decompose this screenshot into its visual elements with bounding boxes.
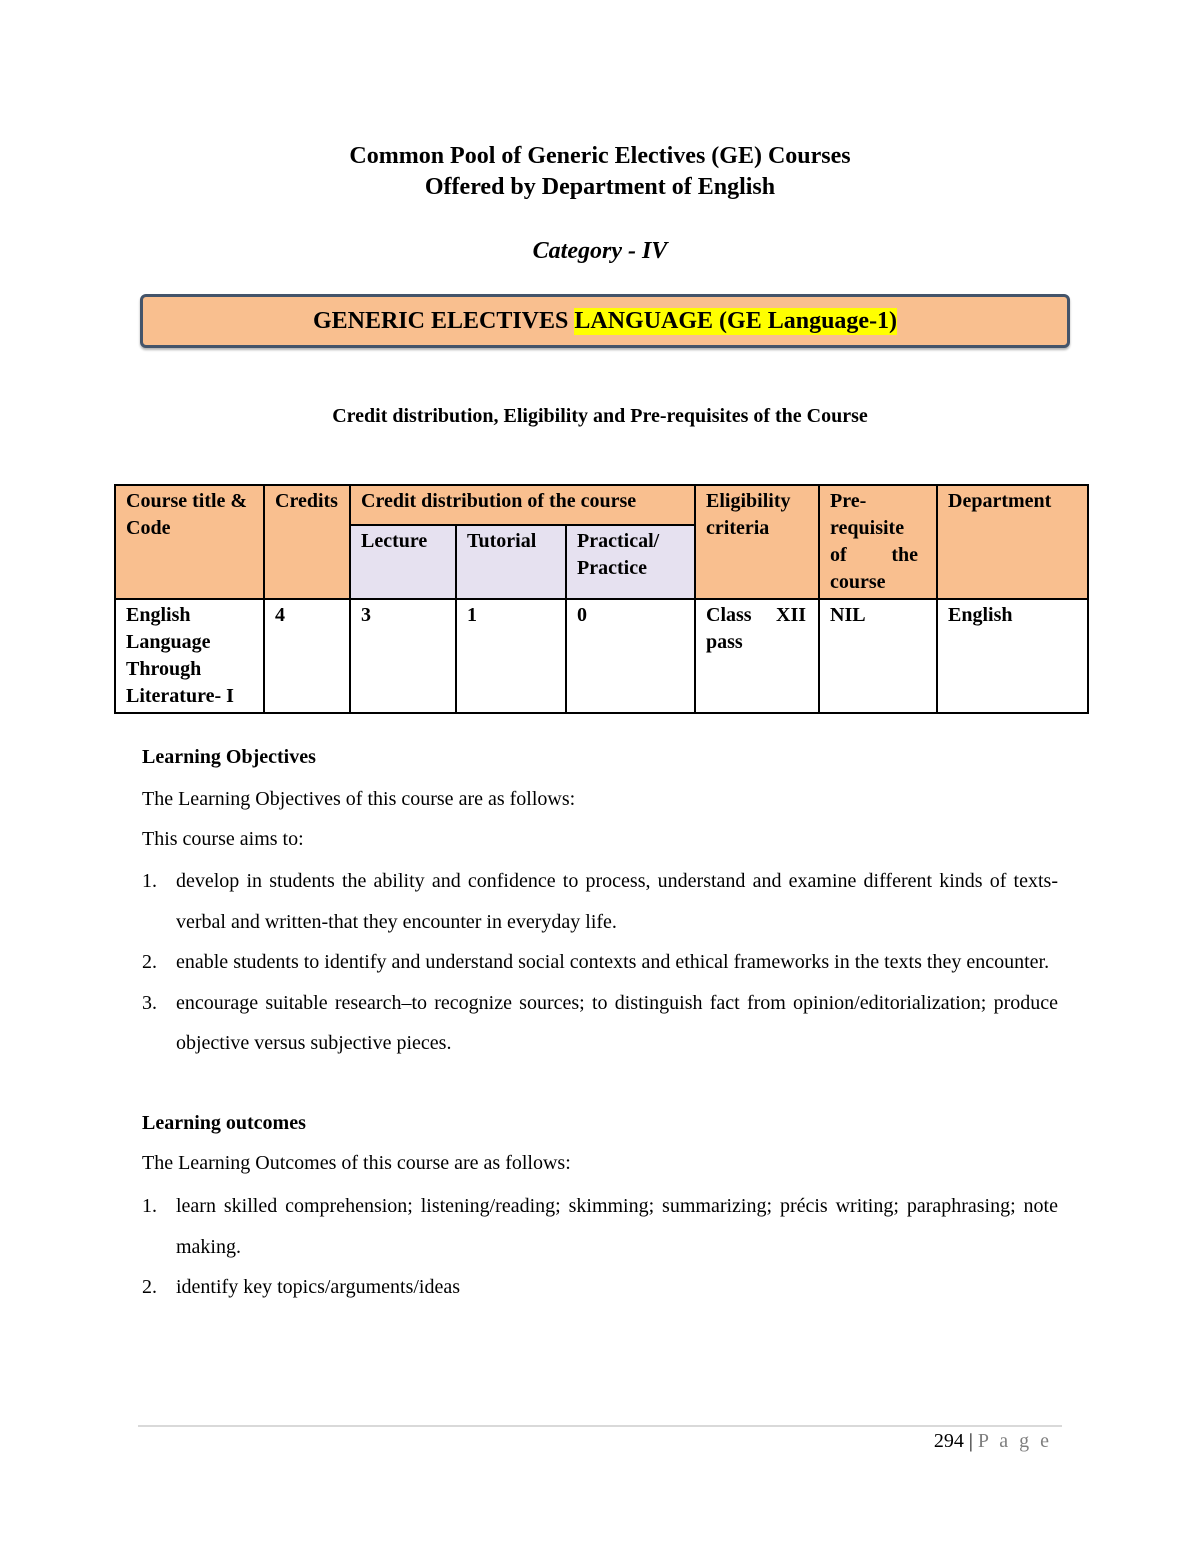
generic-electives-banner: [140, 294, 1070, 348]
table-row: [115, 599, 1088, 713]
header-eligibility: Eligibility criteria: [695, 485, 819, 599]
header-credits: Credits: [264, 485, 350, 599]
header-practical: Practical/ Practice: [566, 525, 695, 599]
learning-outcomes-list: [142, 1186, 1058, 1308]
credit-distribution-table: [114, 484, 1089, 714]
cell-eligibility: Class XII pass: [695, 599, 819, 713]
page-label: P a g e: [977, 1430, 1052, 1452]
header-department: Department: [937, 485, 1088, 599]
banner-highlighted-text: LANGUAGE (GE Language-1): [574, 307, 898, 334]
learning-objectives-heading: Learning Objectives: [142, 746, 316, 768]
cell-course-title: English Language Through Literature- I: [115, 599, 264, 713]
page-footer: [934, 1430, 1052, 1453]
header-lecture: Lecture: [350, 525, 456, 599]
header-prerequisite: Pre-requisite of the course: [819, 485, 937, 599]
page-separator: |: [968, 1430, 973, 1452]
header-tutorial: Tutorial: [456, 525, 566, 599]
header-course-title: Course title & Code: [115, 485, 264, 599]
cell-credits: 4: [264, 599, 350, 713]
banner-text: GENERIC ELECTIVES: [312, 307, 569, 334]
category-label: Category - IV: [532, 238, 668, 264]
cell-department: English: [937, 599, 1088, 713]
credit-section-heading: Credit distribution, Eligibility and Pre-requisites of the Course: [332, 405, 868, 427]
list-item: 2. identify key topics/arguments/ideas: [142, 1276, 461, 1298]
page-number: 294: [933, 1430, 964, 1452]
learning-outcomes-intro: The Learning Outcomes of this course are as follows:: [142, 1152, 571, 1174]
learning-objectives-aims: This course aims to:: [142, 828, 304, 850]
document-title-line2: Offered by Department of English: [424, 174, 776, 200]
document-title-line1: Common Pool of Generic Electives (GE) Courses: [349, 143, 851, 169]
list-item: 1. develop in students the ability and confidence to process, understand and examine different kinds of texts-verbal and written-that they encounter in everyday life.: [142, 870, 1058, 933]
table-header-row: [115, 485, 1088, 525]
list-item: 2. enable students to identify and understand social contexts and ethical frameworks in the texts they encounter.: [142, 951, 1050, 973]
cell-prerequisite: NIL: [819, 599, 937, 713]
learning-objectives-list: [142, 861, 1058, 1064]
learning-outcomes-heading: Learning outcomes: [142, 1112, 306, 1134]
cell-tutorial: 1: [456, 599, 566, 713]
learning-objectives-intro: The Learning Objectives of this course are as follows:: [142, 788, 576, 810]
cell-practical: 0: [566, 599, 695, 713]
list-item: 3. encourage suitable research–to recognize sources; to distinguish fact from opinion/editorialization; produce objective versus subjective pieces.: [142, 991, 1058, 1054]
footer-divider: [138, 1425, 1062, 1427]
list-item: 1. learn skilled comprehension; listening/reading; skimming; summarizing; précis writing; paraphrasing; note making.: [142, 1195, 1058, 1258]
cell-lecture: 3: [350, 599, 456, 713]
header-credit-distribution: Credit distribution of the course: [350, 485, 695, 525]
